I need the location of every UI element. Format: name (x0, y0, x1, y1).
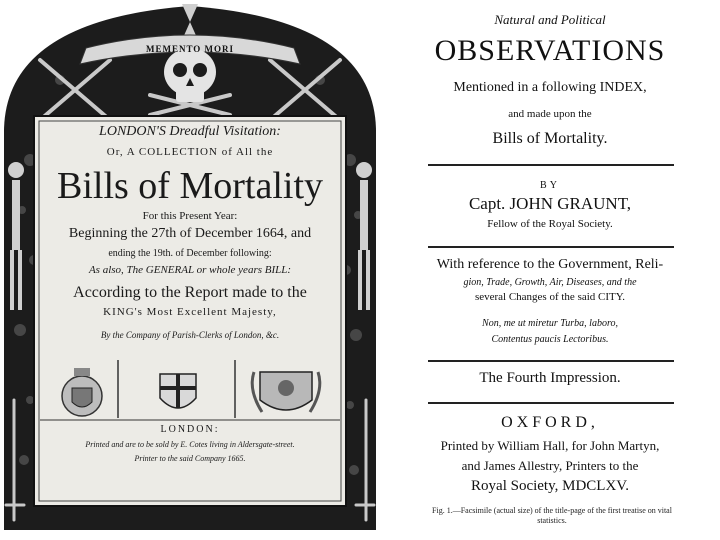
latin-motto-line-1: Non, me ut miretur Turba, laboro, (482, 318, 618, 329)
figure-caption-line-2: statistics. (537, 516, 567, 525)
kings-majesty-line: KING's Most Excellent Majesty, (103, 306, 277, 318)
main-title-bills-of-mortality: Bills of Mortality (57, 165, 323, 207)
for-present-year: For this Present Year: (142, 210, 238, 222)
bills-of-mortality-line: Bills of Mortality. (492, 130, 608, 147)
printer-line-3: Royal Society, MDCLXV. (471, 478, 629, 494)
oxford-city: OXFORD, (501, 414, 599, 431)
printer-line-1: Printed by William Hall, for John Martyn, (440, 438, 660, 453)
divider-rule (428, 360, 674, 362)
mentioned-index-line: Mentioned in a following INDEX, (453, 80, 647, 95)
reference-line-2: gion, Trade, Growth, Air, Diseases, and the (463, 277, 637, 288)
beginning-date-line: Beginning the 27th of December 1664, and (68, 226, 312, 241)
fourth-impression: The Fourth Impression. (479, 370, 621, 386)
subheading-collection: Or, A COLLECTION of All the (106, 146, 274, 158)
imprint-line-2: Printer to the said Company 1665. (134, 454, 246, 463)
general-bill-line: As also, The GENERAL or whole years BILL: (88, 264, 292, 276)
ending-date-line: ending the 19th. of December following: (108, 248, 272, 259)
author-name: Capt. JOHN GRAUNT, (468, 194, 632, 213)
imprint-city: LONDON: (160, 424, 220, 435)
royal-society-fellow: Fellow of the Royal Society. (487, 218, 613, 230)
parish-clerks-line: By the Company of Parish-Clerks of London, &c. (100, 330, 280, 340)
made-upon-line: and made upon the (508, 108, 592, 120)
observations-title-page (380, 0, 720, 540)
divider-rule (428, 246, 674, 248)
pre-title: Natural and Political (494, 12, 606, 27)
latin-motto-line-2: Contentus paucis Lectoribus. (491, 334, 609, 345)
divider-rule (428, 164, 674, 166)
according-to-report: According to the Report made to the (73, 284, 307, 301)
heading-dreadful-visitation: LONDON'S Dreadful Visitation: (99, 124, 281, 139)
observations-title: OBSERVATIONS (434, 34, 666, 67)
city-arms-emblem (160, 374, 196, 408)
printer-line-2: and James Allestry, Printers to the (461, 458, 639, 473)
memento-mori-banner: MEMENTO MORI (145, 44, 235, 54)
by-line: BY (540, 180, 560, 191)
reference-line-3: several Changes of the said CITY. (474, 291, 626, 303)
figure-caption-line-1: Fig. 1.—Facsimile (actual size) of the title-page of the first treatise on vital (432, 506, 672, 515)
divider-rule (428, 402, 674, 404)
imprint-line-1: Printed and are to be sold by E. Cotes living in Aldersgate-street. (85, 440, 295, 449)
reference-line-1: With reference to the Government, Reli- (436, 257, 664, 272)
